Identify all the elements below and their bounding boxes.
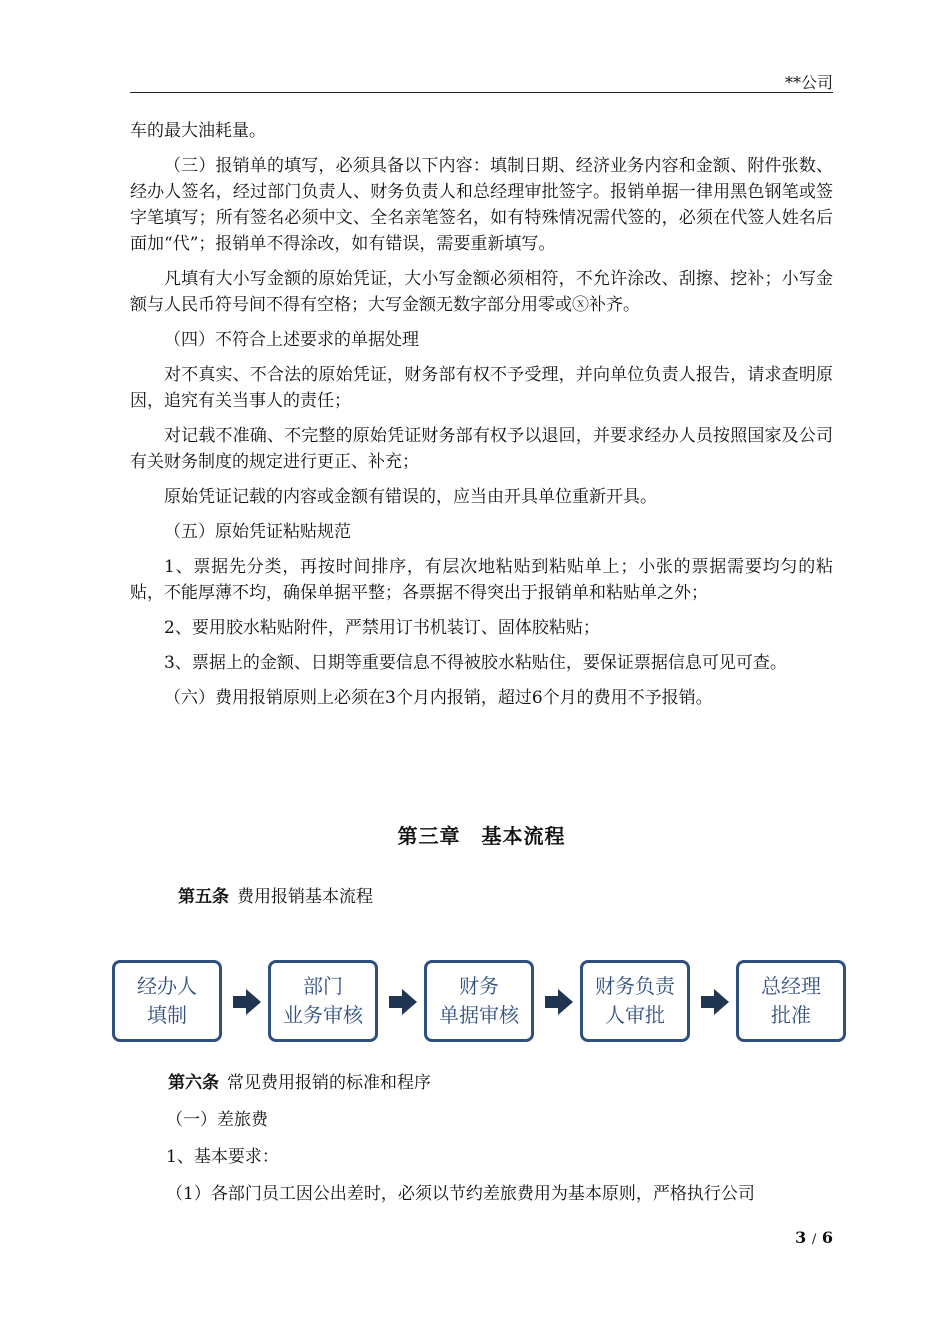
header-divider	[130, 92, 833, 93]
chapter-title: 第三章 基本流程	[397, 824, 566, 848]
flow-step	[580, 960, 690, 1042]
flow-step	[736, 960, 846, 1042]
paragraph: 车的最大油耗量。	[130, 121, 266, 141]
paragraph: 凡填有大小写金额的原始凭证，大小写金额必须相符，不允许涂改、刮擦、挖补；小写金额与人民币符号间不得有空格；大写金额无数字部分用零或ⓧ补齐。	[130, 269, 833, 315]
page-separator: /	[811, 1232, 817, 1247]
page-number	[795, 1228, 833, 1247]
article-heading	[178, 884, 373, 910]
paragraph: 2、要用胶水粘贴附件，严禁用订书机装订、固体胶粘贴；	[164, 618, 600, 638]
paragraph: （六）费用报销原则上必须在3个月内报销，超过6个月的费用不予报销。	[164, 688, 713, 708]
list-heading: 1、基本要求：	[166, 1147, 279, 1167]
process-flowchart	[110, 960, 850, 1048]
header-company: **公司	[784, 73, 833, 92]
right-arrow-icon	[233, 989, 261, 1015]
paragraph: 对不真实、不合法的原始凭证，财务部有权不予受理，并向单位负责人报告，请求查明原因，追究有关当事人的责任；	[130, 365, 833, 411]
flow-step	[268, 960, 378, 1042]
flow-step-label: 财务 单据审核	[439, 974, 519, 1027]
right-arrow-icon	[701, 989, 729, 1015]
flow-step-label: 财务负责 人审批	[595, 974, 675, 1027]
paragraph: 3、票据上的金额、日期等重要信息不得被胶水粘贴住，要保证票据信息可见可查。	[164, 653, 787, 673]
section-heading: （五）原始凭证粘贴规范	[164, 522, 351, 542]
section-heading: （四）不符合上述要求的单据处理	[164, 330, 419, 350]
right-arrow-icon	[545, 989, 573, 1015]
total-pages: 6	[821, 1228, 833, 1247]
article-number: 第六条	[168, 1073, 219, 1093]
paragraph: （三）报销单的填写，必须具备以下内容：填制日期、经济业务内容和金额、附件张数、经办人签名，经过部门负责人、财务负责人和总经理审批签字。报销单据一律用黑色钢笔或签字笔填写；所有签名必须中文、全名亲笔签名，如有特殊情况需代签的，必须在代签人姓名后面加“代”；报销单不得涂改，如有错误，需要重新填写。	[130, 156, 833, 254]
document-body	[130, 118, 833, 711]
article-title: 费用报销基本流程	[237, 887, 373, 907]
paragraph: 原始凭证记载的内容或金额有错误的，应当由开具单位重新开具。	[164, 487, 657, 507]
flow-step-label: 总经理 批准	[761, 974, 821, 1027]
flow-step-label: 经办人 填制	[137, 974, 197, 1027]
paragraph: 1、票据先分类，再按时间排序，有层次地粘贴到粘贴单上；小张的票据需要均匀的粘贴，不能厚薄不均，确保单据平整；各票据不得突出于报销单和粘贴单之外；	[130, 557, 833, 603]
current-page: 3	[795, 1228, 807, 1247]
article-title: 常见费用报销的标准和程序	[227, 1073, 431, 1093]
paragraph: 对记载不准确、不完整的原始凭证财务部有权予以退回，并要求经办人员按照国家及公司有关财务制度的规定进行更正、补充；	[130, 426, 833, 472]
article-number: 第五条	[178, 887, 229, 907]
flow-step-label: 部门 业务审核	[283, 974, 363, 1027]
subsection-heading: （一）差旅费	[166, 1110, 268, 1130]
flow-step	[112, 960, 222, 1042]
flow-step	[424, 960, 534, 1042]
paragraph: （1）各部门员工因公出差时，必须以节约差旅费用为基本原则，严格执行公司	[166, 1184, 755, 1204]
right-arrow-icon	[389, 989, 417, 1015]
article-heading	[168, 1070, 431, 1096]
